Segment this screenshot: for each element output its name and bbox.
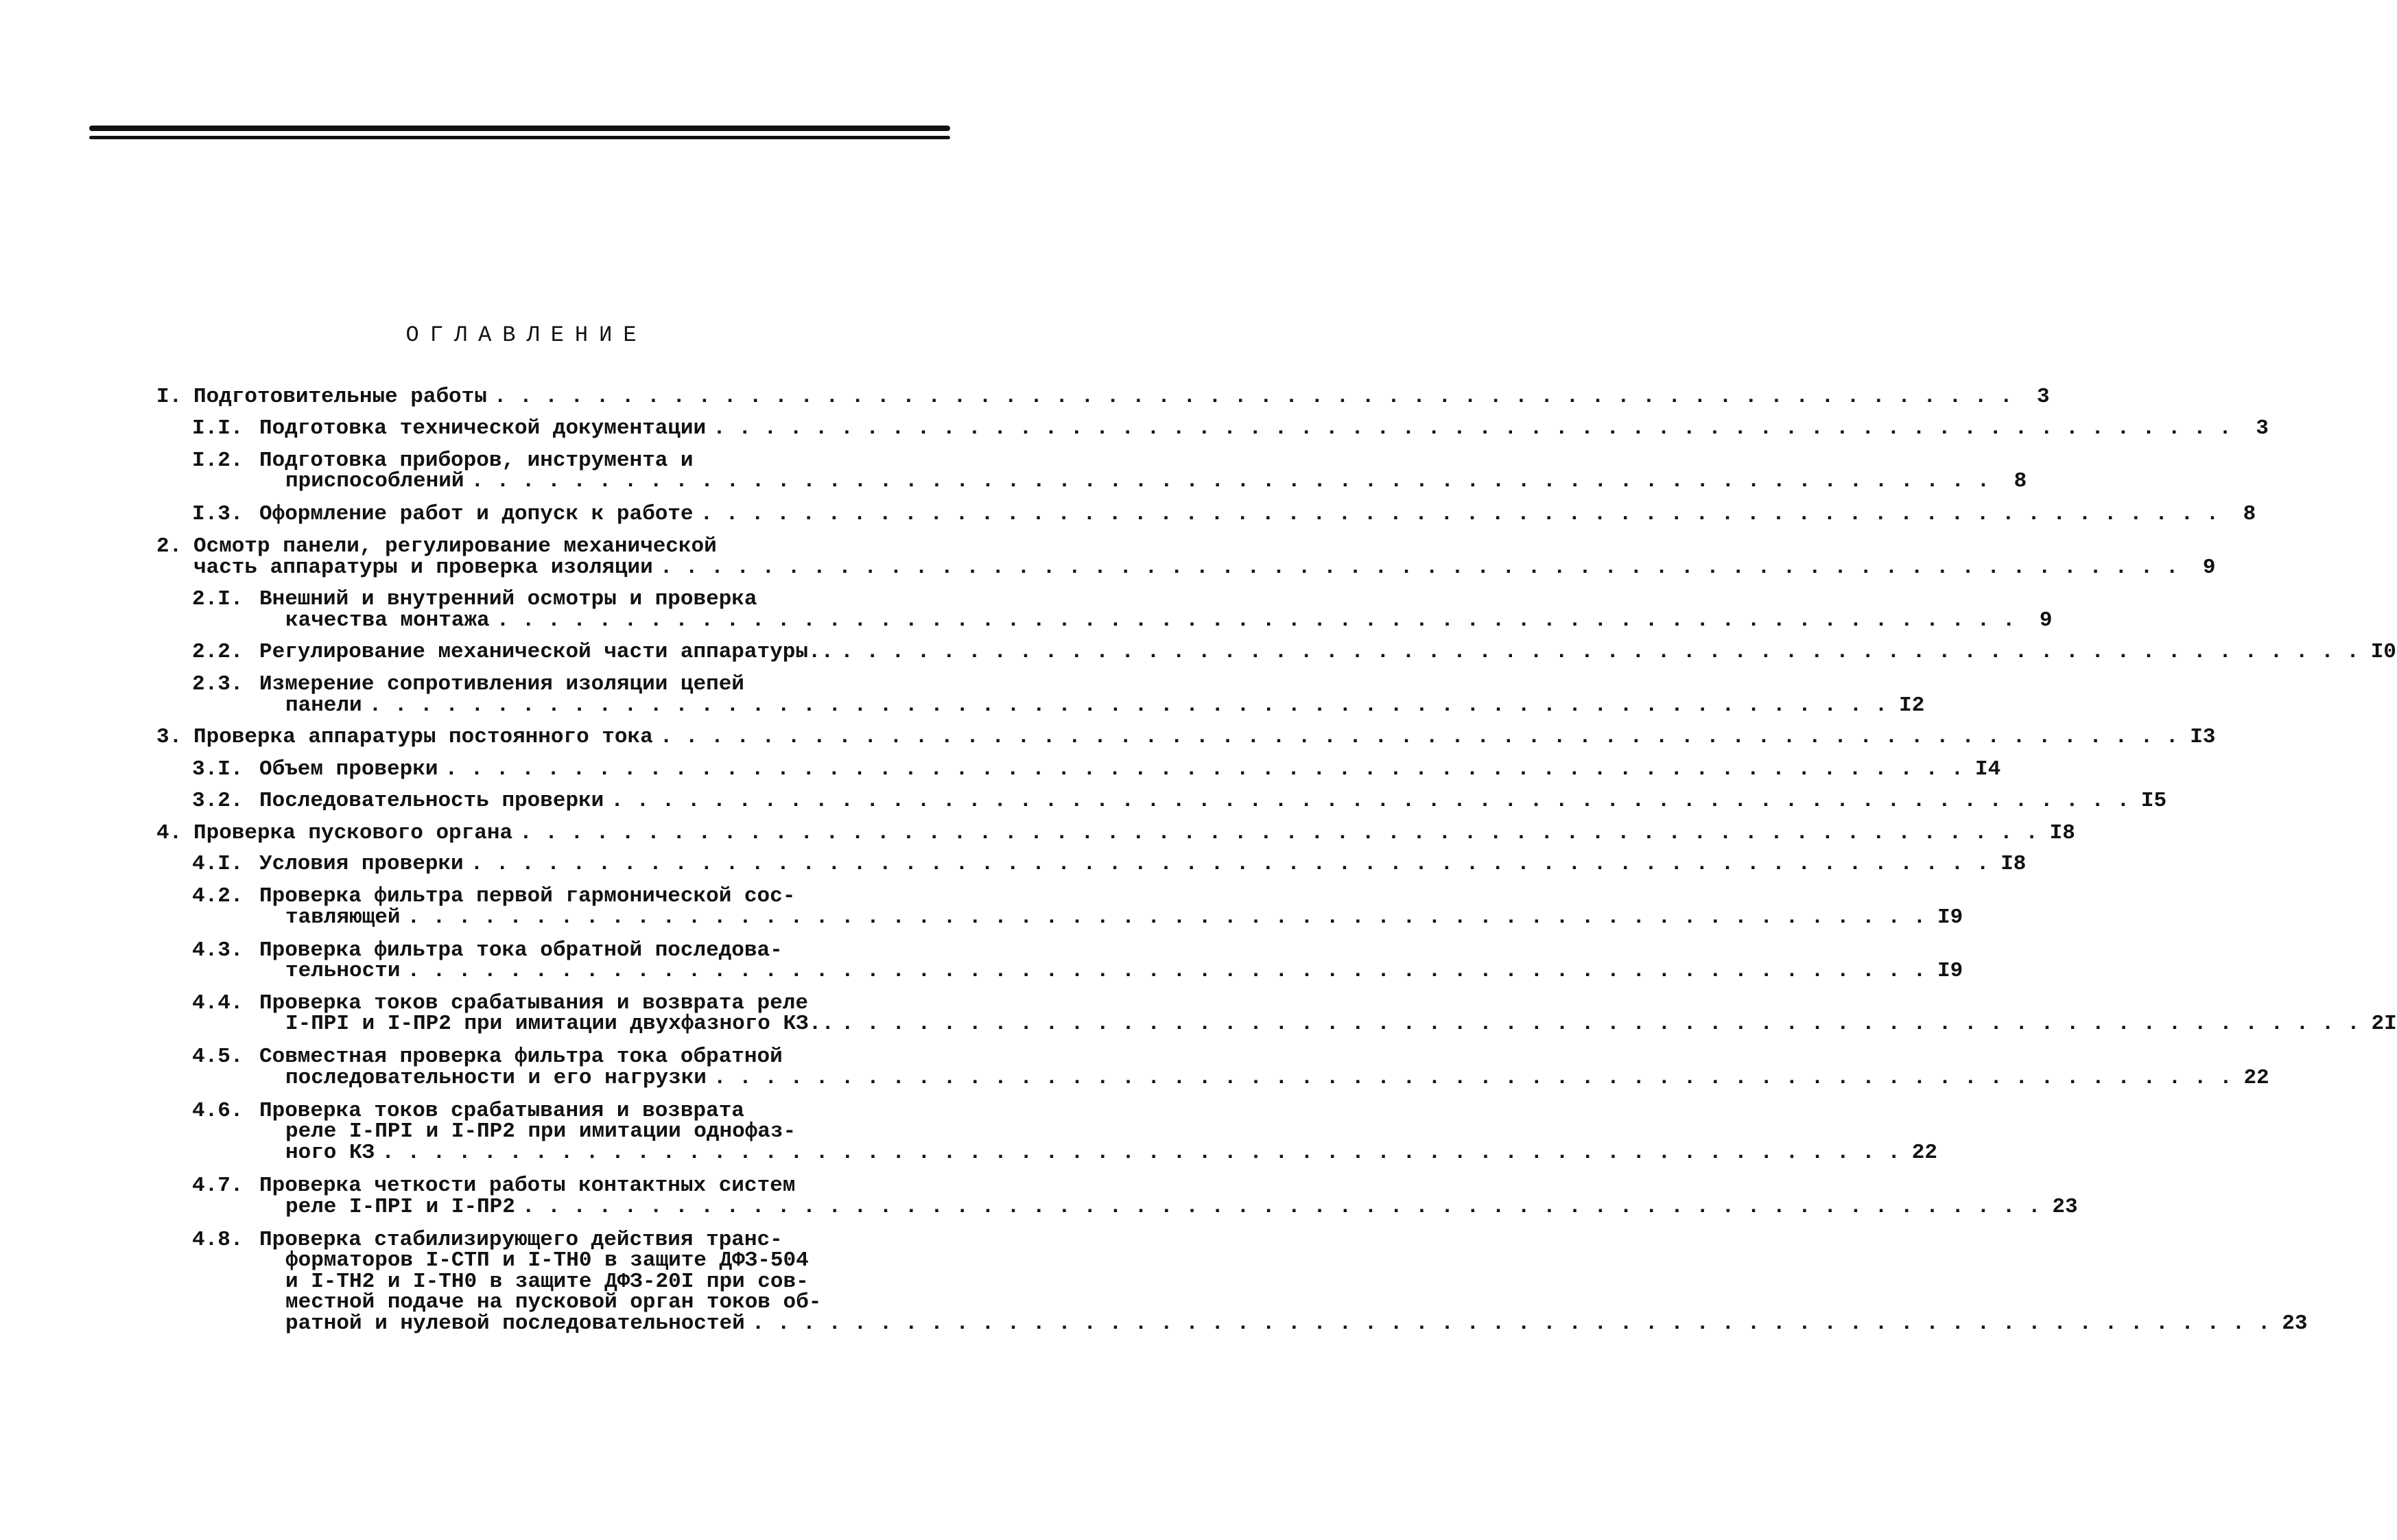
toc-entry-last-line	[193, 555, 2216, 580]
toc-entry[interactable]	[156, 534, 2216, 580]
toc-entry-page: I9	[1937, 959, 1963, 984]
toc-entry-title: Объем проверки	[259, 757, 438, 782]
toc-entry-title: Проверка фильтра первой гармонической сос-	[259, 884, 796, 909]
toc-entry-title: Проверка пускового органа	[193, 820, 513, 845]
toc-entry[interactable]	[156, 938, 1963, 984]
dot-leader: . . . . . . . . . . . . . . . . . . . . . . . . . . . . . . . . . . . . . . . . . . . . . . . . . . . . . . . . . . . .	[407, 959, 1926, 984]
toc-entry-page: I5	[2140, 788, 2167, 813]
toc-entry[interactable]	[156, 820, 2075, 845]
toc-entry-number: 4.2.	[192, 884, 244, 909]
toc-entry-number: I.3.	[192, 502, 244, 527]
toc-entry-last-line	[285, 1140, 1937, 1165]
toc-entry-page: I0	[2370, 640, 2396, 665]
dot-leader: . . . . . . . . . . . . . . . . . . . . . . . . . . . . . . . . . . . . . . . . . . . . . . . . . . . . . . . . . . . .	[521, 1194, 2041, 1219]
toc-entry-page: 8	[2243, 502, 2256, 527]
toc-entry-title: Осмотр панели, регулирование механической	[193, 534, 717, 559]
toc-entry[interactable]	[156, 884, 1963, 929]
toc-entry-number: 3.I.	[192, 757, 244, 782]
toc-entry-title: Подготовка технической документации	[259, 416, 707, 440]
toc-entry[interactable]	[156, 757, 2001, 782]
dot-leader: . . . . . . . . . . . . . . . . . . . . . . . . . . . . . . . . . . . . . . . . . . . . . . . . . . . . . . . . . . . .	[751, 1311, 2271, 1336]
toc-entry-title: Проверка стабилизирующего действия транс-	[259, 1227, 783, 1252]
toc-entry-page: I9	[1937, 905, 1963, 929]
toc-entry[interactable]	[156, 416, 2269, 440]
toc-entry-title: местной подаче на пусковой орган токов об-	[285, 1290, 822, 1315]
toc-entry-last-line	[285, 1311, 2308, 1336]
toc-entry-title: реле I-ПРI и I-ПР2 при имитации однофаз-	[285, 1120, 796, 1144]
toc-entry-number: 4.	[156, 820, 182, 845]
toc-entry-title: Внешний и внутренний осмотры и проверка	[259, 587, 757, 612]
toc-entry[interactable]	[156, 725, 2216, 750]
toc-entry-last-line	[285, 1012, 2397, 1036]
toc-entry-last-line	[193, 820, 2075, 845]
toc-entry-last-line	[285, 693, 1925, 718]
toc-entry-page: 23	[2282, 1311, 2308, 1336]
toc-entry[interactable]	[156, 991, 2397, 1036]
toc-entry-page: 3	[2037, 385, 2050, 410]
dot-leader: . . . . . . . . . . . . . . . . . . . . . . . . . . . . . . . . . . . . . . . . . . . . . . . . . . . . . . . . . . . .	[840, 1012, 2360, 1036]
toc-entry-number: I.2.	[192, 448, 244, 473]
dot-leader: . . . . . . . . . . . . . . . . . . . . . . . . . . . . . . . . . . . . . . . . . . . . . . . . . . . . . . . . . . . .	[407, 905, 1926, 929]
toc-entry[interactable]	[156, 587, 2053, 632]
toc-entry-page: 22	[1911, 1140, 1937, 1165]
dot-leader: . . . . . . . . . . . . . . . . . . . . . . . . . . . . . . . . . . . . . . . . . . . . . . . . . . . . . . . . . . . .	[470, 852, 1989, 877]
header-rule-thin	[89, 136, 950, 139]
toc-entry-last-line	[285, 959, 1963, 984]
dot-leader: . . . . . . . . . . . . . . . . . . . . . . . . . . . . . . . . . . . . . . . . . . . . . . . . . . . . . . . . . . . .	[659, 555, 2179, 580]
dot-leader: . . . . . . . . . . . . . . . . . . . . . . . . . . . . . . . . . . . . . . . . . . . . . . . . . . . . . . . . . . . .	[611, 788, 2130, 813]
toc-entry-title: часть аппаратуры и проверка изоляции	[193, 555, 653, 580]
toc-entry-title: Проверка фильтра тока обратной последова-	[259, 938, 783, 962]
toc-entry-title: Подготовительные работы	[193, 385, 487, 410]
toc-entry[interactable]	[156, 385, 2050, 410]
toc-entry-page: 3	[2256, 416, 2269, 440]
toc-entry-number: 4.6.	[192, 1098, 244, 1123]
toc-entry-page: 2I	[2371, 1012, 2397, 1036]
dot-leader: . . . . . . . . . . . . . . . . . . . . . . . . . . . . . . . . . . . . . . . . . . . . . . . . . . . . . . . . . . . .	[496, 608, 2016, 632]
dot-leader: . . . . . . . . . . . . . . . . . . . . . . . . . . . . . . . . . . . . . . . . . . . . . . . . . . . . . . . . . . . .	[493, 385, 2013, 410]
toc-entry-last-line	[285, 608, 2053, 632]
toc-entry-last-line	[285, 905, 1963, 929]
toc-entry-title: ратной и нулевой последовательностей	[285, 1311, 745, 1336]
toc-entry-number: 2.3.	[192, 672, 244, 697]
toc-entry-last-line	[259, 502, 2256, 527]
toc-entry-last-line	[259, 757, 2001, 782]
toc-entry-page: I4	[1975, 757, 2001, 782]
toc-entry-number: 2.2.	[192, 640, 244, 665]
toc-entry-title: Последовательность проверки	[259, 788, 604, 813]
toc-entry-title: Подготовка приборов, инструмента и	[259, 448, 694, 473]
toc-entry-number: 2.I.	[192, 587, 244, 612]
header-rule-thick	[89, 126, 950, 131]
toc-entry[interactable]	[156, 788, 2167, 813]
toc-entry[interactable]	[156, 1227, 2308, 1336]
toc-entry-number: 4.3.	[192, 938, 244, 962]
toc-entry-title: Проверка токов срабатывания и возврата	[259, 1098, 744, 1123]
toc-entry-page: 9	[2039, 608, 2053, 632]
toc-entry-title: форматоров I-СТП и I-ТН0 в защите ДФЗ-504	[285, 1248, 809, 1273]
toc-entry[interactable]	[156, 502, 2256, 527]
toc-entry-title: Условия проверки	[259, 852, 464, 877]
toc-entry-title: панели	[285, 693, 362, 718]
toc-entry-last-line	[193, 385, 2050, 410]
toc-entry[interactable]	[156, 672, 1925, 718]
toc-entry-page: 22	[2243, 1065, 2269, 1090]
toc-entry-title: последовательности и его нагрузки	[285, 1065, 707, 1090]
toc-entry-title: I-ПРI и I-ПР2 при имитации двухфазного КЗ..	[285, 1012, 834, 1036]
toc-entry-title: качества монтажа	[285, 608, 490, 632]
toc-entry-number: I.	[156, 385, 182, 410]
dot-leader: . . . . . . . . . . . . . . . . . . . . . . . . . . . . . . . . . . . . . . . . . . . . . . . . . . . . . . . . . . . .	[519, 820, 2038, 845]
dot-leader: . . . . . . . . . . . . . . . . . . . . . . . . . . . . . . . . . . . . . . . . . . . . . . . . . . . . . . . . . . . .	[713, 416, 2232, 440]
toc-entry-last-line	[259, 788, 2167, 813]
toc-entry-title: Проверка токов срабатывания и возврата реле	[259, 991, 808, 1015]
toc-entry-title: тельности	[285, 959, 401, 984]
toc-entry-page: 8	[2014, 469, 2027, 494]
dot-leader: . . . . . . . . . . . . . . . . . . . . . . . . . . . . . . . . . . . . . . . . . . . . . . . . . . . . . . . . . . . .	[381, 1140, 1900, 1165]
toc-entry-page: I3	[2190, 725, 2216, 750]
toc-entry-page: I2	[1899, 693, 1925, 718]
toc-entry-number: 3.	[156, 725, 182, 750]
toc-entry[interactable]	[156, 1174, 2078, 1219]
toc-entry-number: 3.2.	[192, 788, 244, 813]
toc-entry-number: 4.I.	[192, 852, 244, 877]
toc-entry-last-line	[285, 1194, 2078, 1219]
toc-entry-last-line	[285, 469, 2027, 494]
toc-entry-title: Оформление работ и допуск к работе	[259, 502, 694, 527]
toc-entry-title: Проверка четкости работы контактных систем	[259, 1174, 796, 1198]
toc-entry-number: I.I.	[192, 416, 244, 440]
toc-entry-title: Проверка аппаратуры постоянного тока	[193, 725, 653, 750]
dot-leader: . . . . . . . . . . . . . . . . . . . . . . . . . . . . . . . . . . . . . . . . . . . . . . . . . . . . . . . . . . . .	[713, 1065, 2232, 1090]
toc-entry[interactable]	[156, 448, 2027, 494]
toc-entry-last-line	[285, 1065, 2269, 1090]
toc-entry-number: 2.	[156, 534, 182, 559]
toc-entry-title: Измерение сопротивления изоляции цепей	[259, 672, 744, 697]
toc-entry-last-line	[259, 852, 2027, 877]
toc-entry[interactable]	[156, 1045, 2269, 1090]
toc-entry[interactable]	[156, 1098, 1937, 1165]
page-title: ОГЛАВЛЕНИЕ	[405, 322, 648, 348]
toc-entry-last-line	[259, 640, 2396, 665]
toc-entry-title: ного КЗ	[285, 1140, 375, 1165]
toc-entry[interactable]	[156, 852, 2027, 877]
toc-entry-last-line	[259, 416, 2269, 440]
toc-entry-last-line	[193, 725, 2216, 750]
toc-entry-title: реле I-ПРI и I-ПР2	[285, 1194, 515, 1219]
toc-entry-number: 4.4.	[192, 991, 244, 1015]
toc-entry-title: и I-ТН2 и I-ТН0 в защите ДФЗ-20I при сов-	[285, 1269, 809, 1294]
toc-entry-title: Совместная проверка фильтра тока обратной	[259, 1045, 783, 1069]
dot-leader: . . . . . . . . . . . . . . . . . . . . . . . . . . . . . . . . . . . . . . . . . . . . . . . . . . . . . . . . . . . .	[659, 725, 2179, 750]
toc-entry-page: I8	[2000, 852, 2027, 877]
toc-entry-page: 23	[2052, 1194, 2078, 1219]
toc-entry-number: 4.8.	[192, 1227, 244, 1252]
toc-entry-number: 4.5.	[192, 1045, 244, 1069]
toc-entry[interactable]	[156, 640, 2396, 665]
toc-entry-page: 9	[2202, 555, 2216, 580]
dot-leader: . . . . . . . . . . . . . . . . . . . . . . . . . . . . . . . . . . . . . . . . . . . . . . . . . . . . . . . . . . . .	[445, 757, 1964, 782]
toc-entry-number: 4.7.	[192, 1174, 244, 1198]
dot-leader: . . . . . . . . . . . . . . . . . . . . . . . . . . . . . . . . . . . . . . . . . . . . . . . . . . . . . . . . . . . .	[368, 693, 1888, 718]
toc-entry-title: приспособлений	[285, 469, 464, 494]
dot-leader: . . . . . . . . . . . . . . . . . . . . . . . . . . . . . . . . . . . . . . . . . . . . . . . . . . . . . . . . . . . .	[840, 640, 2359, 665]
dot-leader: . . . . . . . . . . . . . . . . . . . . . . . . . . . . . . . . . . . . . . . . . . . . . . . . . . . . . . . . . . . .	[700, 502, 2219, 527]
toc-entry-title: Регулирование механической части аппаратуры..	[259, 640, 834, 665]
toc-entry-page: I8	[2049, 820, 2075, 845]
toc-entry-title: тавляющей	[285, 905, 401, 929]
dot-leader: . . . . . . . . . . . . . . . . . . . . . . . . . . . . . . . . . . . . . . . . . . . . . . . . . . . . . . . . . . . .	[471, 469, 1990, 494]
